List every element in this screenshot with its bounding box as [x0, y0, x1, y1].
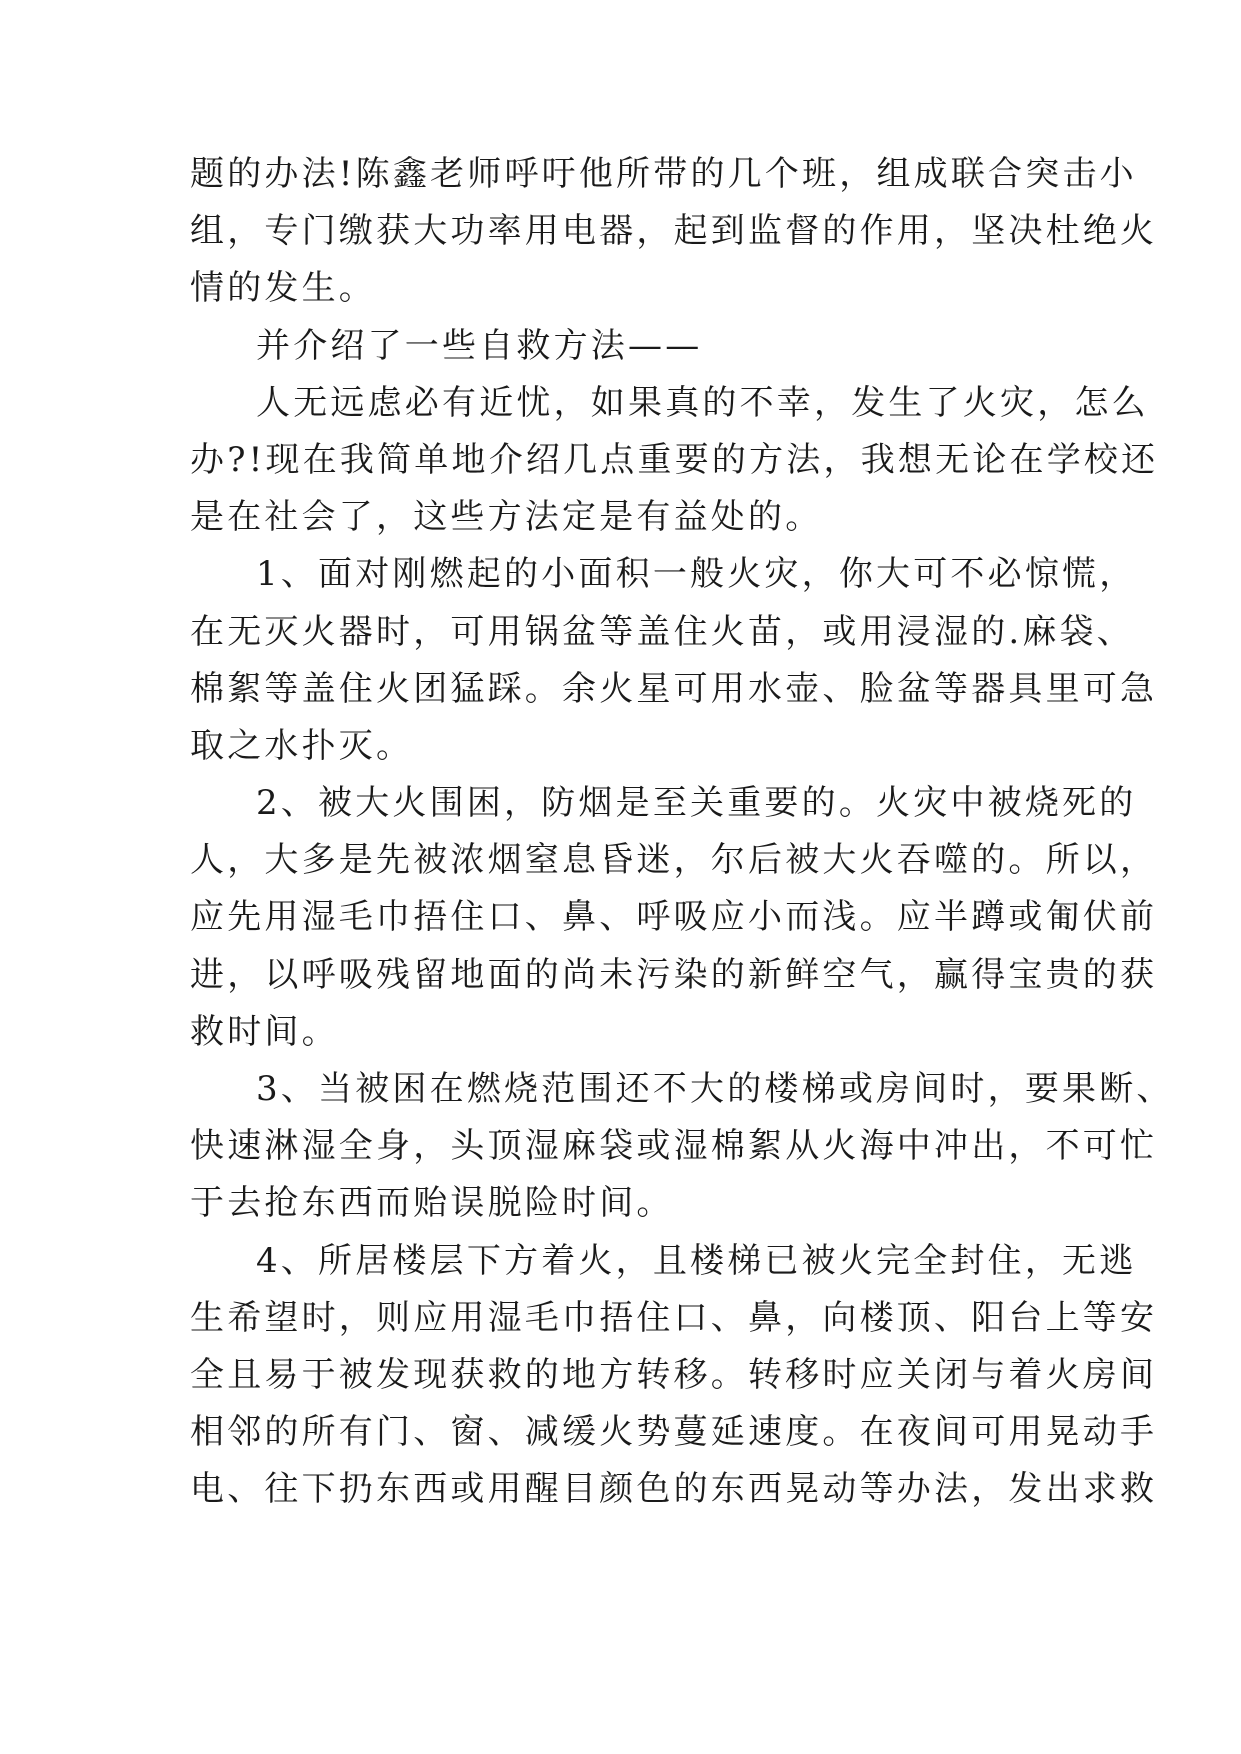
text-line: 组，专门缴获大功率用电器，起到监督的作用，坚决杜绝火	[190, 211, 1158, 252]
text-line: 生希望时，则应用湿毛巾捂住口、鼻，向楼顶、阳台上等安	[190, 1297, 1158, 1338]
text-line: 相邻的所有门、窗、减缓火势蔓延速度。在夜间可用晃动手	[190, 1412, 1158, 1453]
text-line: 1、面对刚燃起的小面积一般火灾，你大可不必惊慌，	[256, 554, 1137, 595]
text-line: 在无灭火器时，可用锅盆等盖住火苗，或用浸湿的.麻袋、	[190, 611, 1135, 652]
text-line: 并介绍了一些自救方法——	[256, 325, 703, 366]
text-line: 办?!现在我简单地介绍几点重要的方法，我想无论在学校还	[190, 439, 1159, 480]
text-line: 人，大多是先被浓烟窒息昏迷，尔后被大火吞噬的。所以，	[190, 840, 1158, 881]
text-line: 快速淋湿全身，头顶湿麻袋或湿棉絮从火海中冲出，不可忙	[190, 1126, 1158, 1167]
body-text	[190, 146, 1174, 1519]
text-line: 3、当被困在燃烧范围还不大的楼梯或房间时，要果断、	[256, 1069, 1174, 1109]
text-line: 2、被大火围困，防烟是至关重要的。火灾中被烧死的	[256, 783, 1137, 824]
text-line: 进，以呼吸残留地面的尚未污染的新鲜空气，赢得宝贵的获	[190, 954, 1158, 995]
text-line: 4、所居楼层下方着火，且楼梯已被火完全封住，无逃	[256, 1240, 1137, 1281]
text-line: 于去抢东西而贻误脱险时间。	[190, 1183, 674, 1224]
text-line: 应先用湿毛巾捂住口、鼻、呼吸应小而浅。应半蹲或匍伏前	[190, 897, 1158, 938]
text-line: 人无远虑必有近忧，如果真的不幸，发生了火灾，怎么	[256, 382, 1149, 423]
text-line: 棉絮等盖住火团猛踩。余火星可用水壶、脸盆等器具里可急	[190, 668, 1158, 709]
text-line: 题的办法!陈鑫老师呼吁他所带的几个班，组成联合突击小	[190, 154, 1137, 194]
text-line: 电、往下扔东西或用醒目颜色的东西晃动等办法，发出求救	[190, 1469, 1158, 1510]
text-line: 是在社会了，这些方法定是有益处的。	[190, 497, 823, 538]
text-line: 全且易于被发现获救的地方转移。转移时应关闭与着火房间	[190, 1354, 1158, 1395]
text-line: 取之水扑灭。	[190, 725, 414, 766]
text-line: 情的发生。	[190, 268, 376, 309]
text-line: 救时间。	[190, 1011, 339, 1052]
